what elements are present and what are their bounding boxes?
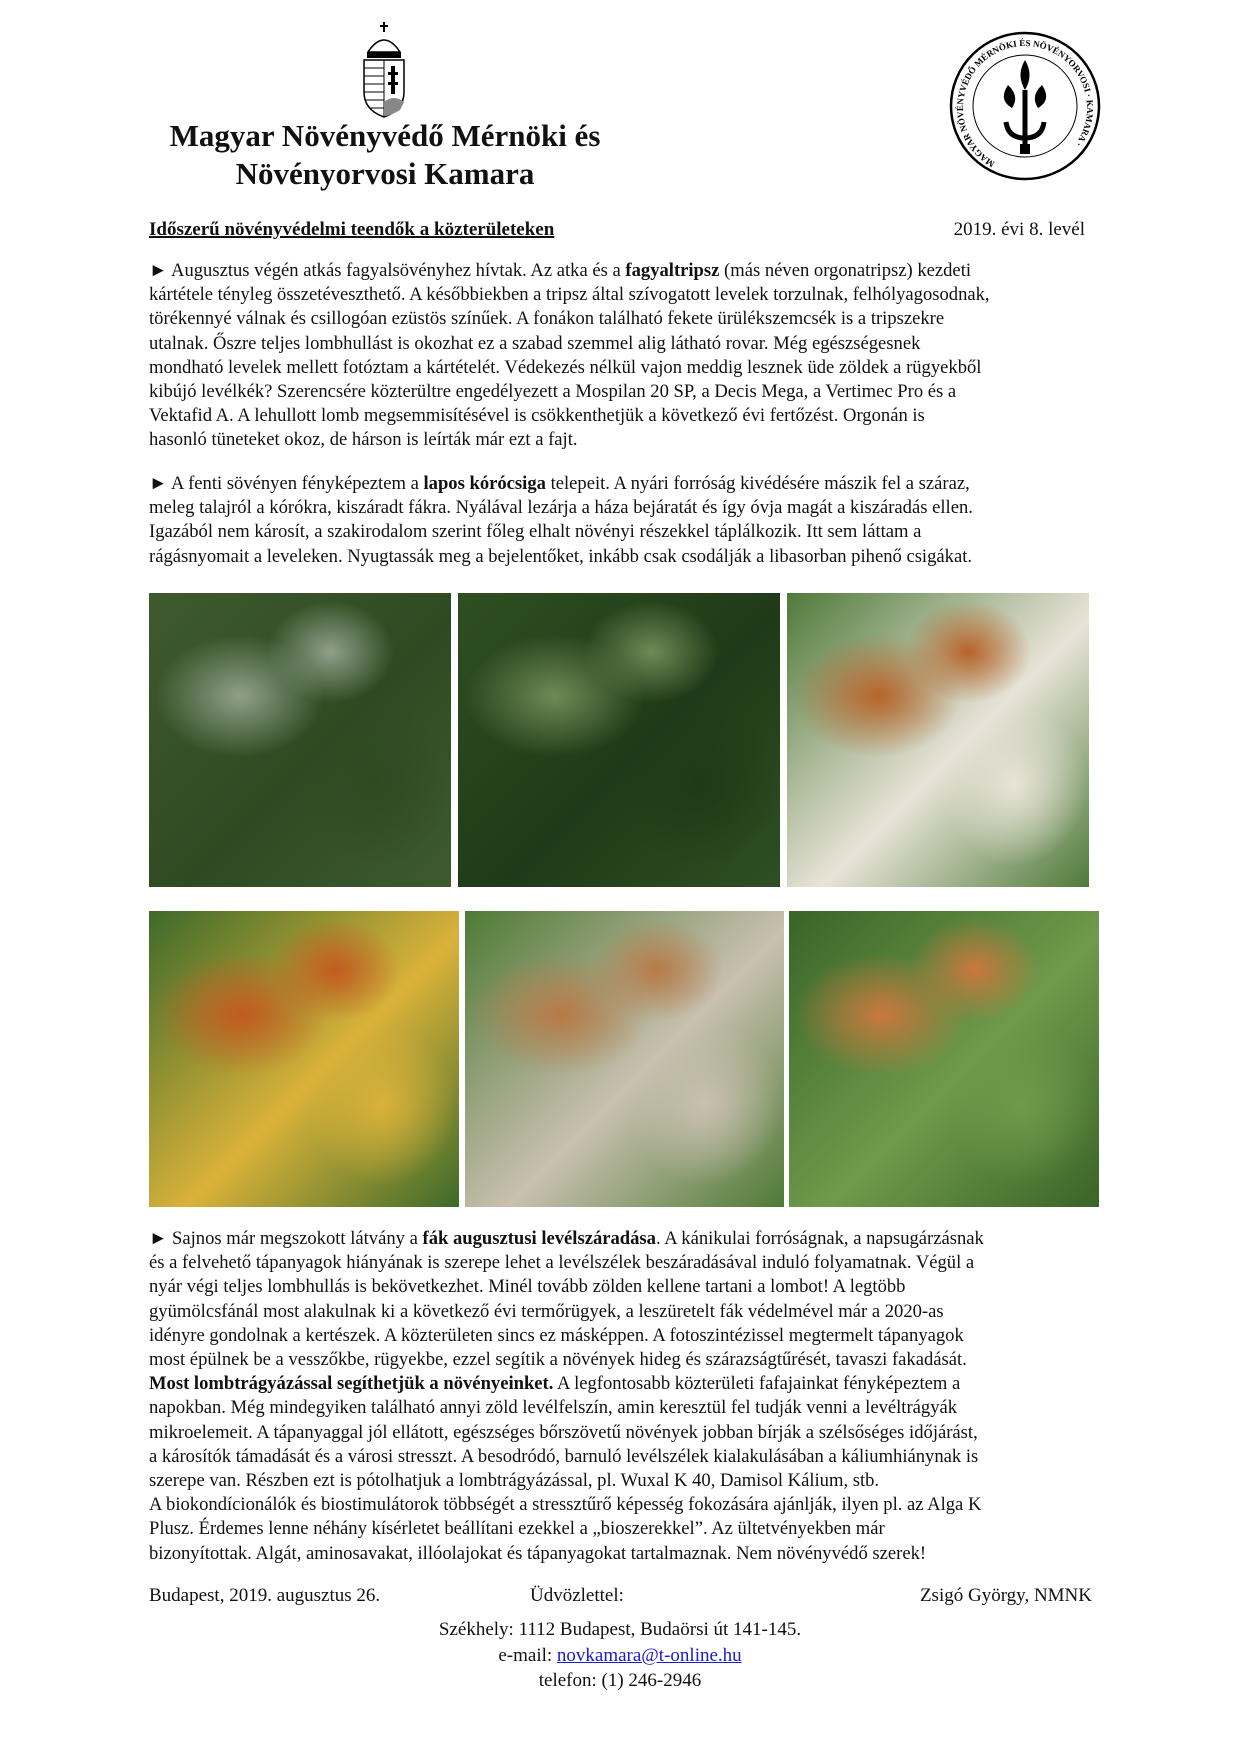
text-segment: nyár végi teljes lombhullás is bekövetkezhet. Minél tovább zölden kellene tartani a lombot! A legtöbb <box>149 1276 906 1298</box>
text-line <box>149 1542 1109 1566</box>
email-link[interactable]: novkamara@t-online.hu <box>556 1645 742 1666</box>
letter-number: 2019. évi 8. levél <box>953 219 1085 240</box>
organization-name-line1: Magyar Növényvédő Mérnöki és <box>169 118 601 153</box>
text-segment: Vektafid A. A lehullott lomb megsemmisítésével is csökkenthetjük a következő évi fertőzést. Orgonán is <box>149 405 925 427</box>
text-segment: és a felvehető tápanyagok hiányának is szerepe lehet a levélszélek beszáradásával induló folyamatnak. Végül a <box>149 1252 975 1274</box>
text-segment: (más néven orgonatripsz) kezdeti <box>719 260 972 281</box>
text-line <box>149 380 1109 404</box>
photo-privet-thrips-damage <box>149 593 451 887</box>
text-segment: ► A fenti sövényen fényképeztem a <box>149 473 424 494</box>
text-segment: hasonló tüneteket okoz, de hárson is leírták már ezt a fajt. <box>149 429 578 451</box>
text-line <box>149 404 1109 428</box>
text-segment: a károsítók támadását és a városi stresszt. A besodródó, barnuló levélszélek kialakulásában a káliumhiánynak is <box>149 1445 979 1467</box>
text-line <box>149 428 1109 452</box>
paragraph-snails <box>149 472 1109 569</box>
paragraph-thrips <box>149 259 1109 453</box>
text-segment: törékennyé válnak és csillogóan ezüstös színűek. A fonákon található fekete ürülékszemcsék is a tripszekre <box>149 308 945 330</box>
greeting: Üdvözlettel: <box>530 1585 624 1606</box>
text-segment: Igazából nem károsít, a szakirodalom szerint főleg elhalt növényi részekkel táplálkozik. Itt sem láttam a <box>149 521 922 543</box>
text-line <box>149 472 1109 496</box>
text-line <box>149 1372 1109 1396</box>
bold-text: Most lombtrágyázással segíthetjük a növényeinket. <box>149 1373 554 1395</box>
text-line <box>149 283 1109 307</box>
text-line <box>149 1445 1109 1469</box>
text-segment: idényre gondolnak a kertészek. A közterületen sincs ez másképpen. A fotoszintézissel megtermelt tápanyagok <box>149 1324 964 1346</box>
photo-leaf-scorch-3 <box>789 911 1099 1207</box>
phone: telefon: (1) 246-2946 <box>538 1670 702 1691</box>
text-segment: mondható levelek mellett fotóztam a kártételét. Védekezés nélkül vajon meddig lesznek üde zöldek a rügyekből <box>149 356 982 378</box>
paragraph-leaf-scorch <box>149 1227 1109 1566</box>
text-segment: Plusz. Érdemes lenne néhány kísérletet beállítani ezekkel a „bioszerekkel”. Az ültetvényekben már <box>149 1518 885 1540</box>
text-segment: bizonyítottak. Algát, aminosavakat, illóolajokat és tápanyagokat tartalmaznak. Nem növényvédő szerek! <box>149 1542 927 1564</box>
text-line <box>149 496 1109 520</box>
text-line <box>149 1275 1109 1299</box>
text-line <box>149 1396 1109 1420</box>
text-line <box>149 1324 1109 1348</box>
organization-name-line2: Növényorvosi Kamara <box>235 156 535 191</box>
address: Székhely: 1112 Budapest, Budaörsi út 141-145. <box>438 1619 802 1640</box>
email-line <box>0 1645 1240 1667</box>
text-line <box>149 520 1109 544</box>
text-segment: utalnak. Őszre teljes lombhullást is okozhat ez a szabad szemmel alig látható rovar. Még egészségesnek <box>149 332 921 354</box>
text-segment: kártétele tényleg összetéveszthető. A későbbiekben a tripsz által szívogatott levelek torzulnak, felhólyagosodnak, <box>149 284 990 306</box>
text-line <box>149 332 1109 356</box>
text-line <box>149 545 1109 569</box>
photo-snails-on-leaves <box>458 593 780 887</box>
text-line <box>149 1227 1109 1251</box>
bold-text: fák augusztusi levélszáradása <box>422 1228 656 1249</box>
text-segment: meleg talajról a kórókra, kiszáradt fákra. Nyálával lezárja a háza bejáratát és így óvja magát a kiszáradás ellen. <box>149 497 973 519</box>
email-label: e-mail: <box>498 1645 557 1666</box>
text-segment: . A kánikulai forróságnak, a napsugárzásnak <box>655 1228 984 1249</box>
text-line <box>149 259 1109 283</box>
text-segment: telepeit. A nyári forróság kivédésére mászik fel a száraz, <box>545 473 970 494</box>
text-line <box>149 1251 1109 1275</box>
place-and-date: Budapest, 2019. augusztus 26. <box>149 1585 381 1606</box>
text-segment: ► Augusztus végén atkás fagyalsövényhez hívtak. Az atka és a <box>149 260 626 281</box>
hungarian-coat-of-arms-logo <box>360 22 408 118</box>
text-segment: rágásnyomait a leveleken. Nyugtassák meg a bejelentőket, inkább csak csodálják a libasorban pihenő csigákat. <box>149 545 973 567</box>
photo-maple-leaf-scorch <box>465 911 784 1207</box>
text-line <box>149 307 1109 331</box>
text-segment: kibújó levélkék? Szerencsére közterültre engedélyezett a Mospilan 20 SP, a Decis Mega, a Vertimec Pro és a <box>149 381 957 403</box>
text-line <box>149 1493 1109 1517</box>
text-line <box>149 1517 1109 1541</box>
text-segment: most épülnek be a vesszőkbe, rügyekbe, ezzel segítik a növények hideg és szárazságtűrését, tavaszi fakadását. <box>149 1349 967 1371</box>
text-line <box>149 1348 1109 1372</box>
text-segment: mikroelemeit. A tápanyaggal jól ellátott, egészséges bőrszövetű növények jobban bírják a szélsőséges időjárást, <box>149 1421 978 1443</box>
bold-text: lapos kórócsiga <box>423 473 546 494</box>
photo-leaf-scorch-2 <box>149 911 459 1207</box>
text-segment: napokban. Még mindegyiken található annyi zöld levélfelszín, amin keresztül fel tudják venni a levéltrágyák <box>149 1397 958 1419</box>
text-segment: ► Sajnos már megszokott látvány a <box>149 1228 423 1249</box>
letter-heading: Időszerű növényvédelmi teendők a közterületeken <box>149 219 555 240</box>
text-segment: A biokondícionálók és biostimulátorok többségét a stressztűrő képesség fokozására ajánlják, ilyen pl. az Alga K <box>149 1494 982 1516</box>
photo-leaf-scorch-1 <box>787 593 1089 887</box>
bold-text: fagyaltripsz <box>625 260 720 281</box>
svg-text:MAGYAR NÖVÉNYVÉDŐ MÉRNÖKI ÉS N: MAGYAR NÖVÉNYVÉDŐ MÉRNÖKI ÉS NÖVÉNYORVOSI · KAMARA · <box>955 37 1096 170</box>
chamber-seal-logo <box>948 30 1102 182</box>
text-line <box>149 1421 1109 1445</box>
signature: Zsigó György, NMNK <box>919 1585 1092 1606</box>
text-segment: gyümölcsfánál most alakulnak ki a következő évi termőrügyek, a leszüretelt fák védelmével már a 2020-as <box>149 1300 944 1322</box>
text-segment: szerepe van. Részben ezt is pótolhatjuk a lombtrágyázással, pl. Wuxal K 40, Damisol Kálium, stb. <box>149 1470 880 1492</box>
text-segment: A legfontosabb közterületi fafajainkat fényképeztem a <box>553 1373 961 1395</box>
text-line <box>149 1300 1109 1324</box>
text-line <box>149 1469 1109 1493</box>
text-line <box>149 356 1109 380</box>
